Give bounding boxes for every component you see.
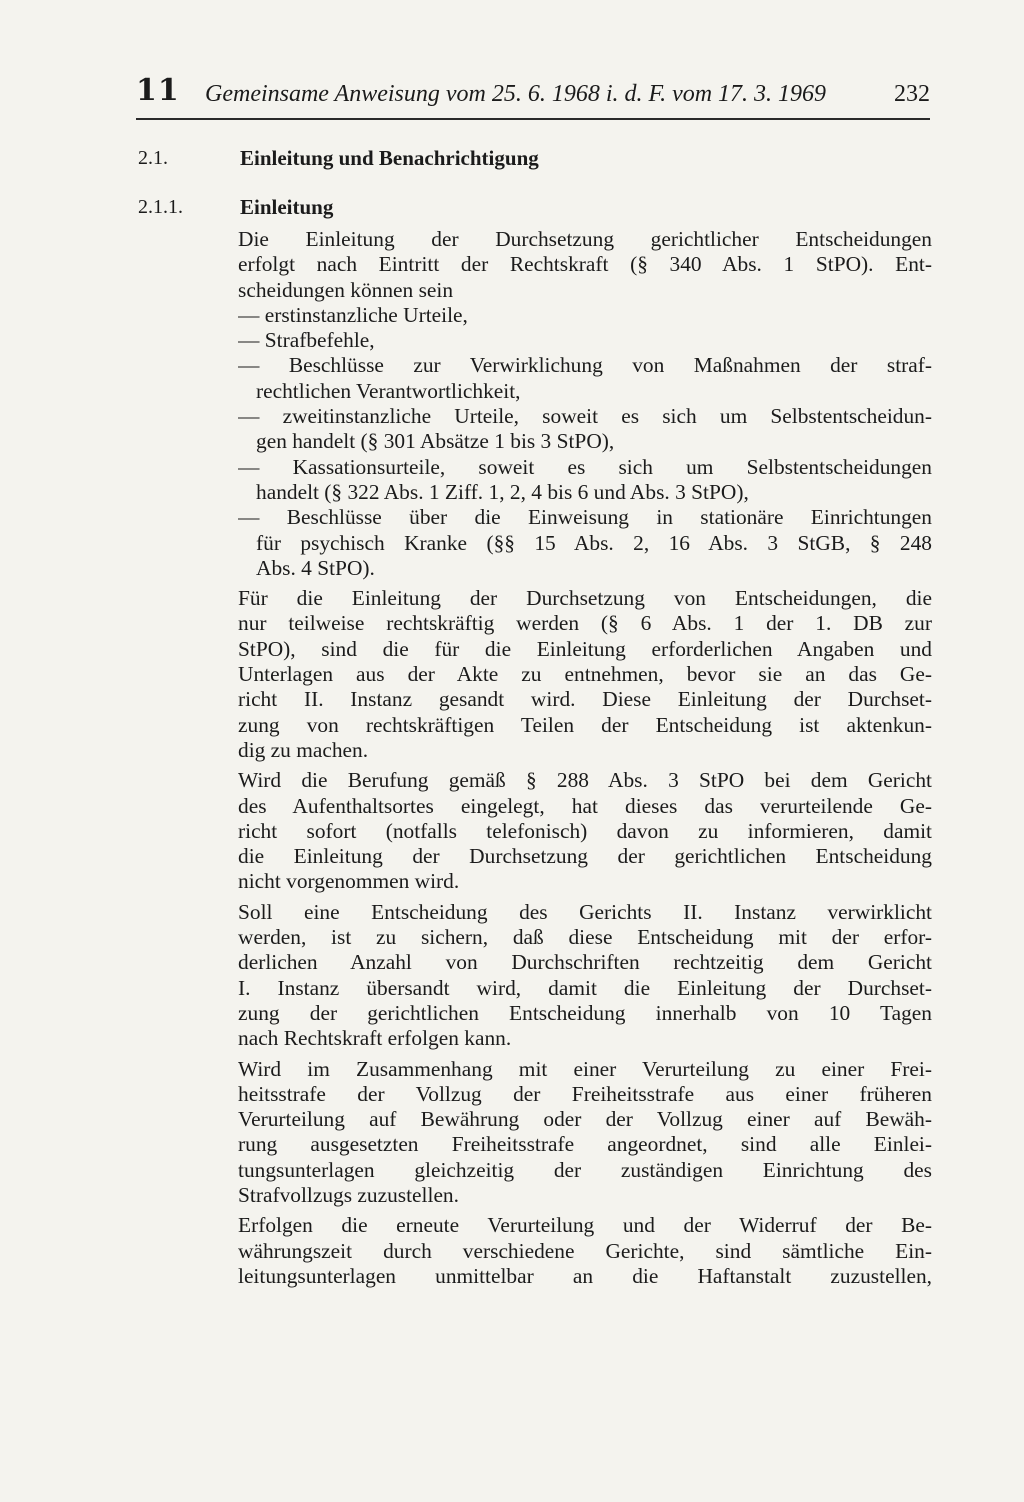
text-line: die Einleitung der Durchsetzung der gerichtlichen Entscheidung [238,844,932,869]
paragraph [238,404,932,455]
text-line: StPO), sind die für die Einleitung erforderlichen Angaben und [238,636,932,661]
text-line: Unterlagen aus der Akte zu entnehmen, bevor sie an das Ge- [238,662,932,687]
text-line: Die Einleitung der Durchsetzung gerichtlicher Entscheidungen [238,227,932,251]
text-line: leitungsunterlagen unmittelbar an die Haftanstalt zuzustellen, [238,1263,932,1288]
section-number: 2.1. [138,147,168,169]
text-line: richt sofort (notfalls telefonisch) davon zu informieren, damit [238,818,932,843]
subsection-number: 2.1.1. [138,196,183,218]
header-rule [136,118,930,120]
paragraph-gap [238,1289,932,1294]
text-line: derlichen Anzahl von Durchschriften rechtzeitig dem Gericht [238,950,932,975]
paragraph [238,586,932,763]
body-text [238,227,932,1294]
header-title: Gemeinsame Anweisung vom 25. 6. 1968 i. d. F. vom 17. 3. 1969 [205,81,827,107]
text-line: dig zu machen. [238,737,369,762]
paragraph [238,1213,932,1289]
text-line: erfolgt nach Eintritt der Rechtskraft (§ 340 Abs. 1 StPO). Ent- [238,252,932,277]
text-line: Für die Einleitung der Durchsetzung von Entscheidungen, die [238,586,932,611]
text-line: nur teilweise rechtskräftig werden (§ 6 Abs. 1 der 1. DB zur [238,611,932,636]
text-line: für psychisch Kranke (§§ 15 Abs. 2, 16 Abs. 3 StGB, § 248 [256,530,932,555]
paragraph [238,768,932,894]
text-line: — Strafbefehle, [238,328,375,353]
paragraph [238,353,932,404]
paragraph [238,303,932,328]
paragraph [238,227,932,303]
section-heading: Einleitung und Benachrichtigung [240,146,539,170]
subsection-heading: Einleitung [240,195,334,219]
paragraph [238,455,932,506]
text-line: heitsstrafe der Vollzug der Freiheitsstrafe aus einer früheren [238,1081,932,1106]
text-line: — erstinstanzliche Urteile, [238,302,468,327]
text-line: gen handelt (§ 301 Absätze 1 bis 3 StPO), [256,429,615,454]
text-line: — Beschlüsse über die Einweisung in stationäre Einrichtungen [238,505,932,530]
text-line: — Beschlüsse zur Verwirklichung von Maßnahmen der straf- [238,353,932,378]
text-line: rechtlichen Verantwortlichkeit, [256,378,521,403]
text-line: Soll eine Entscheidung des Gerichts II. Instanz verwirklicht [238,899,932,924]
text-line: nach Rechtskraft erfolgen kann. [238,1026,512,1051]
text-line: Wird im Zusammenhang mit einer Verurteilung zu einer Frei- [238,1056,932,1081]
text-line: — Kassationsurteile, soweit es sich um Selbstentscheidungen [238,454,932,479]
text-line: handelt (§ 322 Abs. 1 Ziff. 1, 2, 4 bis 6 und Abs. 3 StPO), [256,479,749,504]
chapter-number: 11 [136,73,180,108]
paragraph [238,505,932,581]
text-line: zung der gerichtlichen Entscheidung innerhalb von 10 Tagen [238,1000,932,1025]
text-line: Abs. 4 StPO). [256,555,375,580]
text-line: I. Instanz übersandt wird, damit die Einleitung der Durchset- [238,975,932,1000]
page-header [136,70,930,110]
paragraph [238,328,932,353]
page-number: 232 [894,81,930,107]
text-line: Erfolgen die erneute Verurteilung und der Widerruf der Be- [238,1213,932,1238]
text-line: nicht vorgenommen wird. [238,869,460,894]
text-line: tungsunterlagen gleichzeitig der zuständigen Einrichtung des [238,1157,932,1182]
text-line: währungszeit durch verschiedene Gerichte, sind sämtliche Ein- [238,1238,932,1263]
text-line: Wird die Berufung gemäß § 288 Abs. 3 StPO bei dem Gericht [238,768,932,793]
text-line: Strafvollzugs zuzustellen. [238,1182,459,1207]
text-line: rung ausgesetzten Freiheitsstrafe angeordnet, sind alle Einlei- [238,1132,932,1157]
text-line: zung von rechtskräftigen Teilen der Entscheidung ist aktenkun- [238,712,932,737]
text-line: — zweitinstanzliche Urteile, soweit es sich um Selbstentscheidun- [238,404,932,429]
text-line: werden, ist zu sichern, daß diese Entscheidung mit der erfor- [238,925,932,950]
text-line: richt II. Instanz gesandt wird. Diese Einleitung der Durchset- [238,687,932,712]
paragraph [238,1057,932,1209]
text-line: scheidungen können sein [238,277,454,302]
paragraph [238,900,932,1052]
text-line: Verurteilung auf Bewährung oder der Vollzug einer auf Bewäh- [238,1107,932,1132]
text-line: des Aufenthaltsortes eingelegt, hat dieses das verurteilende Ge- [238,793,932,818]
